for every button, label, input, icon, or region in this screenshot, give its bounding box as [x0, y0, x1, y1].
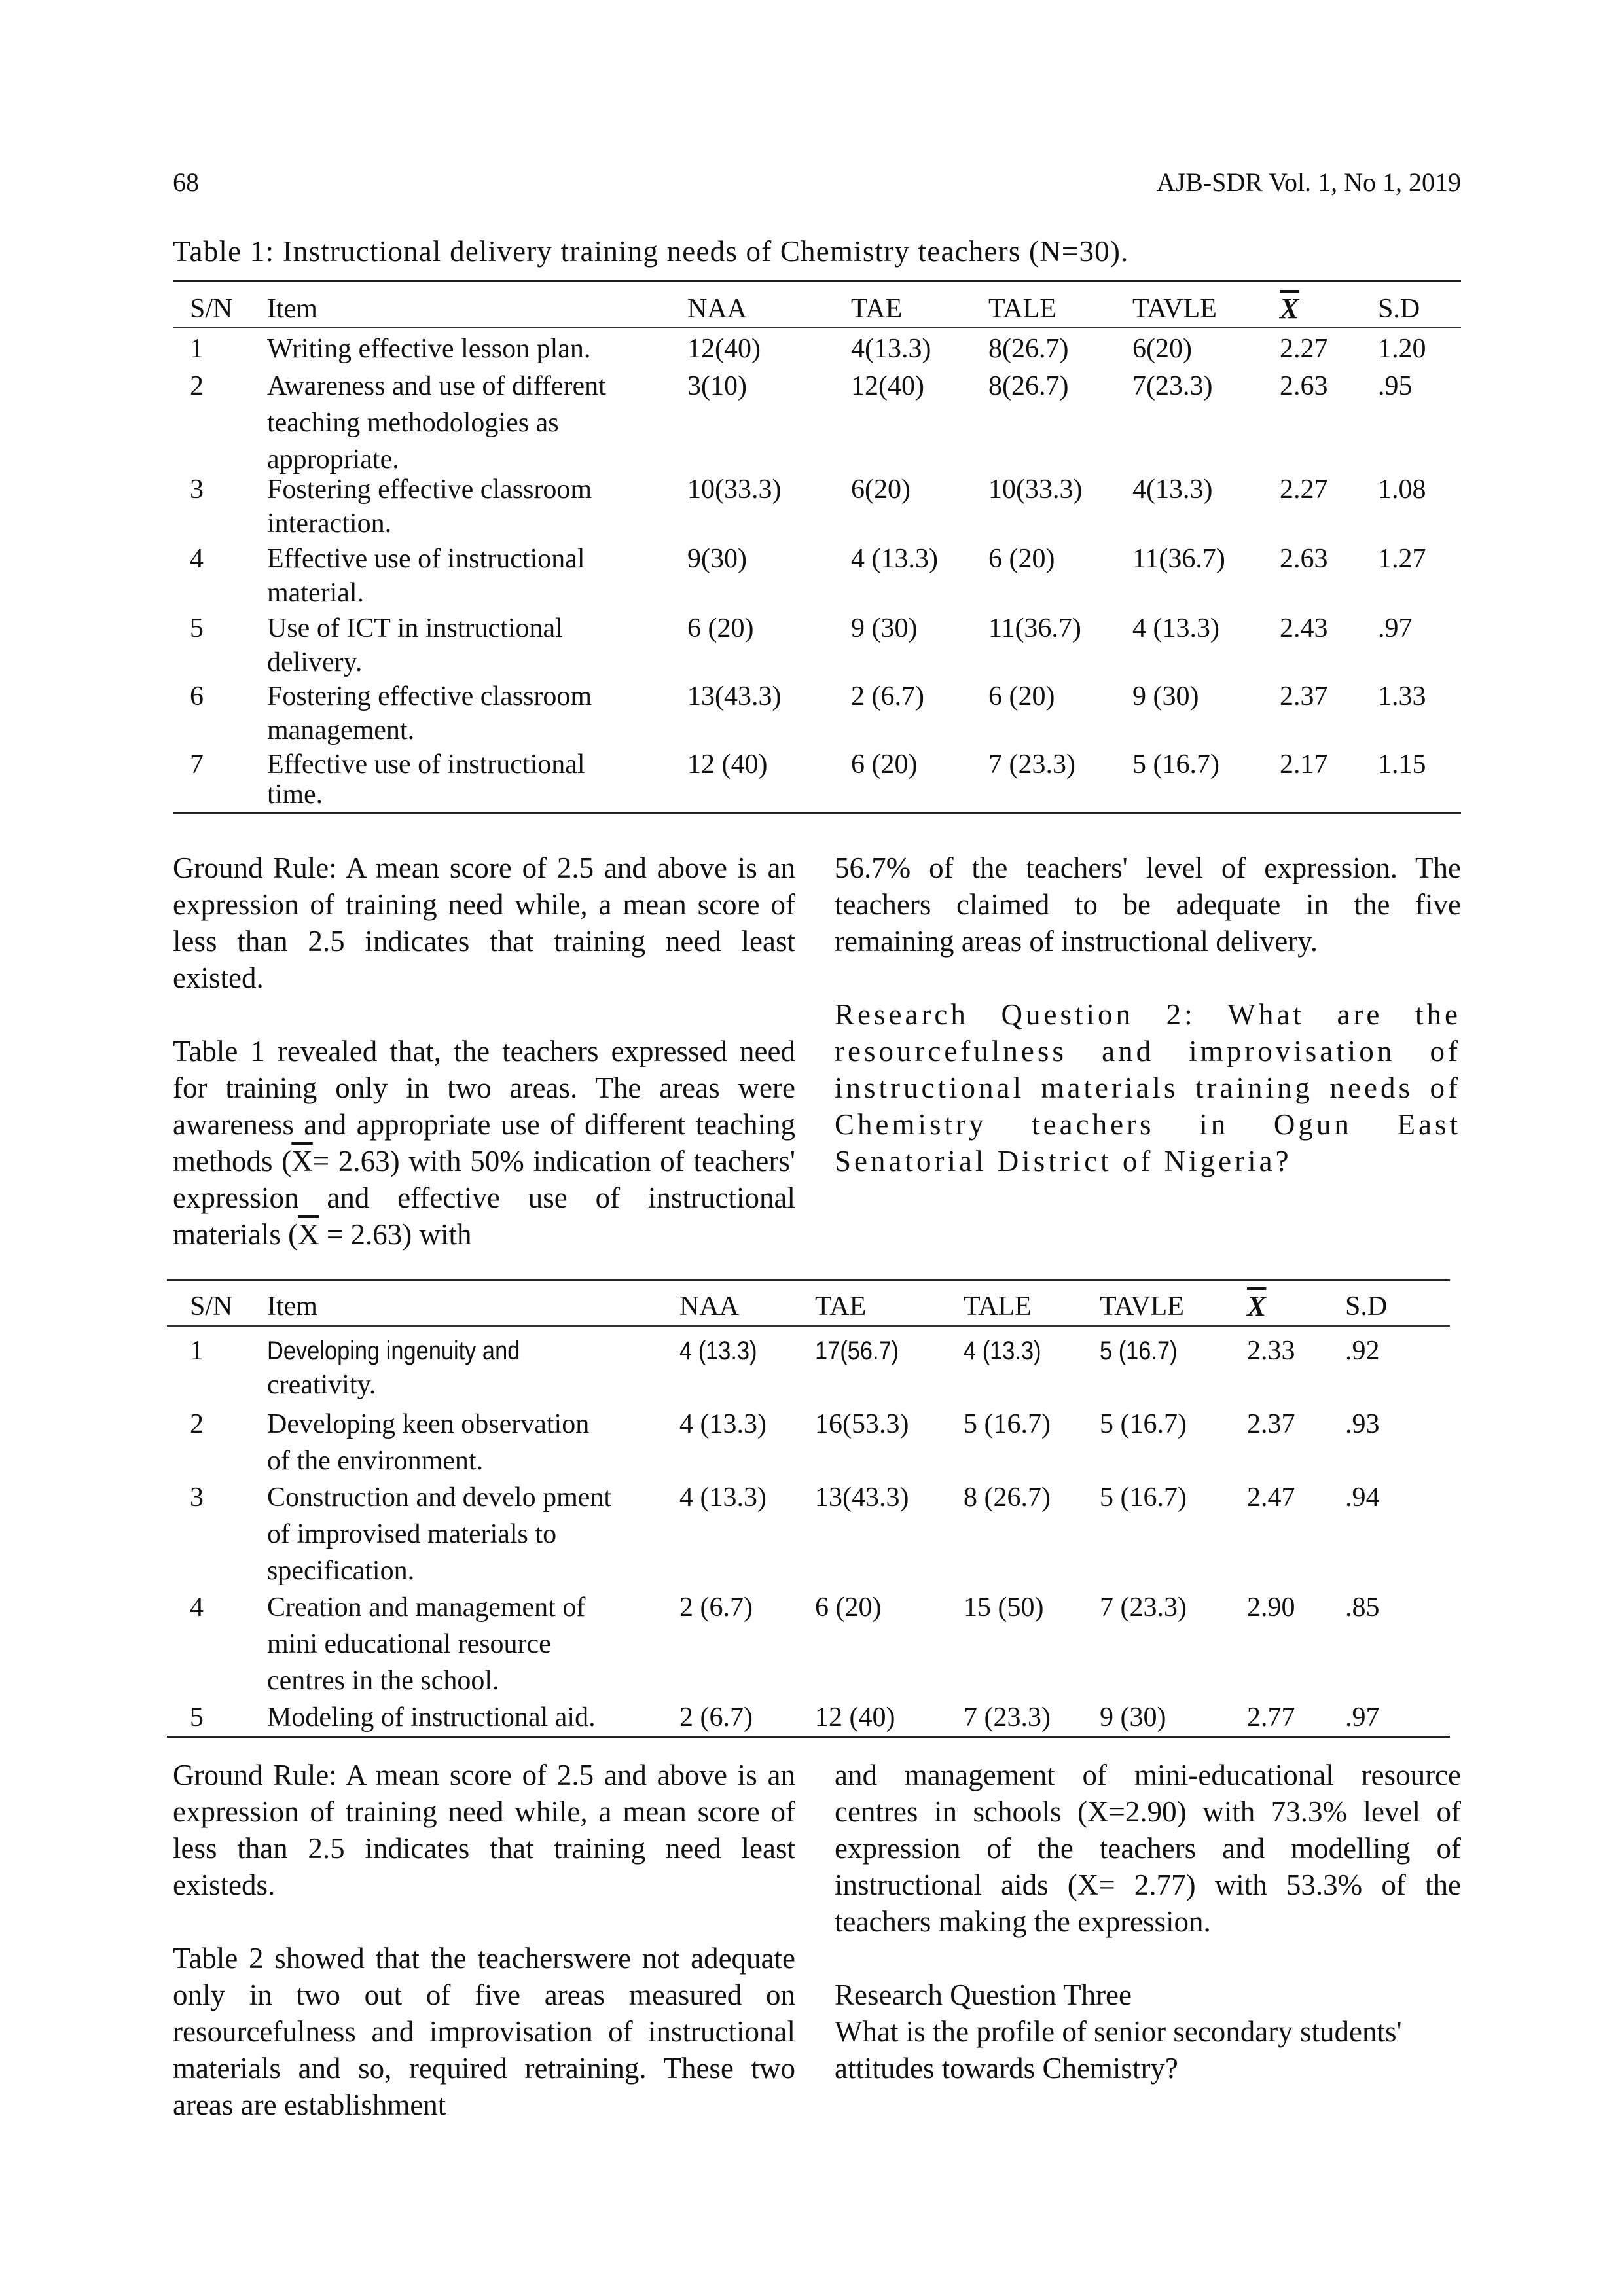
row-tavle: 5 (16.7)	[1100, 1409, 1187, 1439]
row-tale: 8 (26.7)	[964, 1482, 1051, 1513]
row-tavle: 7 (23.3)	[1100, 1592, 1187, 1623]
row-mean: 2.17	[1280, 749, 1328, 780]
journal-header: AJB-SDR Vol. 1, No 1, 2019	[1156, 168, 1461, 197]
row-naa: 2 (6.7)	[679, 1702, 753, 1732]
table2-top-rule	[167, 1279, 1450, 1281]
row-tavle: 9 (30)	[1100, 1702, 1166, 1732]
row-sn: 6	[190, 681, 204, 711]
row-sn: 4	[190, 544, 204, 574]
row-naa: 4 (13.3)	[679, 1336, 757, 1365]
row-mean: 2.77	[1247, 1702, 1295, 1732]
row-tae: 2 (6.7)	[851, 681, 924, 711]
row-tale: 15 (50)	[964, 1592, 1044, 1623]
header-item: Item	[267, 1291, 317, 1321]
row-tae: 12(40)	[851, 371, 924, 401]
row-sn: 5	[190, 1702, 204, 1732]
row-sd: .95	[1378, 371, 1413, 401]
row-item: Fostering effective classroom	[267, 475, 592, 505]
row-tavle: 7(23.3)	[1132, 371, 1213, 401]
header-tavle: TAVLE	[1132, 294, 1217, 324]
row-naa: 2 (6.7)	[679, 1592, 753, 1623]
mean-symbol: $\overline{X}$	[291, 1145, 313, 1177]
row-tavle: 6(20)	[1132, 334, 1192, 364]
row-tavle: 5 (16.7)	[1100, 1336, 1178, 1365]
row-mean: 2.27	[1280, 475, 1328, 505]
row-sn: 5	[190, 613, 204, 643]
row-naa: 6 (20)	[687, 613, 754, 643]
row-mean: 2.90	[1247, 1592, 1295, 1623]
row-naa: 10(33.3)	[687, 475, 782, 505]
row-sn: 3	[190, 1482, 204, 1513]
row-tavle: 4(13.3)	[1132, 475, 1213, 505]
row-tale: 11(36.7)	[988, 613, 1081, 643]
row-tavle: 9 (30)	[1132, 681, 1199, 711]
row-mean: 2.33	[1247, 1336, 1295, 1366]
section1-left-column	[173, 850, 795, 1253]
row-naa: 4 (13.3)	[679, 1409, 767, 1439]
row-naa: 4 (13.3)	[679, 1482, 767, 1513]
row-sn: 3	[190, 475, 204, 505]
row-sd: 1.08	[1378, 475, 1426, 505]
row-sd: .97	[1378, 613, 1413, 643]
row-item-cont: material.	[267, 578, 365, 608]
row-item-cont: centres in the school.	[267, 1666, 499, 1696]
row-tale: 7 (23.3)	[964, 1702, 1051, 1732]
table2-discussion: Table 2 showed that the teacherswere not adequate only in two out of five areas measured on resourcefulness and improvisation of instructional materials and so, required retraining. These two areas are establishment	[173, 1942, 795, 2121]
row-sn: 2	[190, 371, 204, 401]
row-item-cont: specification.	[267, 1556, 415, 1586]
header-sn: S/N	[190, 294, 233, 324]
row-tae: 6 (20)	[815, 1592, 882, 1623]
header-sd: S.D	[1345, 1291, 1388, 1321]
row-item-cont: time.	[267, 780, 323, 810]
table1-header-rule	[173, 327, 1461, 328]
row-mean: 2.47	[1247, 1482, 1295, 1513]
header-tae: TAE	[815, 1291, 867, 1321]
row-item: Fostering effective classroom	[267, 681, 592, 711]
row-sn: 1	[190, 334, 204, 364]
row-tae: 9 (30)	[851, 613, 918, 643]
row-sd: 1.20	[1378, 334, 1426, 364]
row-tale: 6 (20)	[988, 544, 1055, 574]
row-sd: 1.15	[1378, 749, 1426, 780]
row-sd: 1.27	[1378, 544, 1426, 574]
row-tae: 17(56.7)	[815, 1336, 899, 1365]
research-question-3-text: What is the profile of senior secondary students' attitudes towards Chemistry?	[835, 2015, 1402, 2085]
row-sn: 4	[190, 1592, 204, 1623]
row-mean: 2.37	[1247, 1409, 1295, 1439]
header-item: Item	[267, 294, 317, 324]
row-naa: 3(10)	[687, 371, 747, 401]
row-sn: 7	[190, 749, 204, 780]
row-item: Modeling of instructional aid.	[267, 1702, 596, 1732]
table1-bottom-rule	[173, 812, 1461, 814]
row-item: Use of ICT in instructional	[267, 613, 563, 643]
row-item-cont: teaching methodologies as	[267, 408, 559, 438]
row-tale: 8(26.7)	[988, 334, 1069, 364]
row-tae: 6(20)	[851, 475, 911, 505]
row-tae: 13(43.3)	[815, 1482, 909, 1513]
header-tale: TALE	[964, 1291, 1032, 1321]
header-tavle: TAVLE	[1100, 1291, 1184, 1321]
row-item: Effective use of instructional	[267, 749, 585, 780]
row-sn: 1	[190, 1336, 204, 1366]
row-item-cont: appropriate.	[267, 444, 399, 475]
table1-top-rule	[173, 280, 1461, 282]
research-question-3-title: Research Question Three	[835, 1979, 1132, 2011]
table1-discussion: Table 1 revealed that, the teachers expressed need for training only in two areas. The areas were awareness and appropriate use of different teaching methods $(\overline{X}= 2.63)$ with 50% indication of teachers' expression and effective use of instructional materials $(\overline{X} = 2.63)$ with	[173, 1035, 795, 1251]
row-item-cont: delivery.	[267, 647, 363, 677]
row-item-cont: mini educational resource	[267, 1629, 551, 1659]
table2-bottom-rule	[167, 1736, 1450, 1738]
table2-discussion-continued: and management of mini-educational resource centres in schools (X=2.90) with 73.3% level of expression of the teachers and modelling of instructional aids (X= 2.77) with 53.3% of the teachers making the expression.	[835, 1759, 1461, 1938]
row-tae: 6 (20)	[851, 749, 918, 780]
row-item: Construction and develo pment	[267, 1482, 612, 1513]
ground-rule-2: Ground Rule: A mean score of 2.5 and above is an expression of training need while, a mean score of less than 2.5 indicates that training need least existeds.	[173, 1759, 795, 1901]
row-item-cont: interaction.	[267, 509, 392, 539]
table2-header-rule	[167, 1325, 1450, 1327]
row-item: Writing effective lesson plan.	[267, 334, 591, 364]
row-tale: 8(26.7)	[988, 371, 1069, 401]
table1-caption: Table 1: Instructional delivery training needs of Chemistry teachers (N=30).	[173, 235, 1129, 268]
row-tavle: 5 (16.7)	[1132, 749, 1219, 780]
row-tale: 10(33.3)	[988, 475, 1083, 505]
row-mean: 2.63	[1280, 371, 1328, 401]
header-mean: $\overline{X}$	[1280, 293, 1299, 325]
section2-left-column	[173, 1757, 795, 2123]
research-question-2: Research Question 2: What are the resourcefulness and improvisation of instructional materials training needs of Chemistry teachers in Ogun East Senatorial District of Nigeria?	[835, 998, 1461, 1177]
header-naa: NAA	[679, 1291, 739, 1321]
row-tae: 16(53.3)	[815, 1409, 909, 1439]
row-sd: .97	[1345, 1702, 1380, 1732]
row-tavle: 11(36.7)	[1132, 544, 1225, 574]
table1-discussion-continued: 56.7% of the teachers' level of expression. The teachers claimed to be adequate in the five remaining areas of instructional delivery.	[835, 852, 1461, 958]
page-number: 68	[173, 168, 199, 197]
row-naa: 12(40)	[687, 334, 761, 364]
row-item-cont: of improvised materials to	[267, 1519, 557, 1549]
row-tale: 6 (20)	[988, 681, 1055, 711]
row-tae: 12 (40)	[815, 1702, 895, 1732]
header-sd: S.D	[1378, 294, 1420, 324]
row-item: Developing keen observation	[267, 1409, 590, 1439]
row-tale: 7 (23.3)	[988, 749, 1075, 780]
row-sd: .94	[1345, 1482, 1380, 1513]
row-naa: 13(43.3)	[687, 681, 782, 711]
section2-right-column	[835, 1757, 1461, 2087]
row-naa: 9(30)	[687, 544, 747, 574]
header-tae: TAE	[851, 294, 903, 324]
row-item: Awareness and use of different	[267, 371, 606, 401]
row-mean: 2.27	[1280, 334, 1328, 364]
row-item-cont: management.	[267, 715, 415, 745]
row-item: Creation and management of	[267, 1592, 586, 1623]
row-tale: 4 (13.3)	[964, 1336, 1041, 1365]
row-item: Developing ingenuity and	[267, 1336, 520, 1365]
row-item-cont: creativity.	[267, 1370, 376, 1400]
header-sn: S/N	[190, 1291, 233, 1321]
row-item-cont: of the environment.	[267, 1446, 484, 1476]
row-mean: 2.37	[1280, 681, 1328, 711]
row-tae: 4(13.3)	[851, 334, 931, 364]
header-mean: $\overline{X}$	[1247, 1290, 1267, 1322]
row-tavle: 5 (16.7)	[1100, 1482, 1187, 1513]
row-naa: 12 (40)	[687, 749, 768, 780]
row-tavle: 4 (13.3)	[1132, 613, 1219, 643]
row-sd: .93	[1345, 1409, 1380, 1439]
row-sn: 2	[190, 1409, 204, 1439]
header-naa: NAA	[687, 294, 747, 324]
row-mean: 2.43	[1280, 613, 1328, 643]
mean-symbol: $\overline{X}$	[298, 1218, 319, 1251]
row-mean: 2.63	[1280, 544, 1328, 574]
header-tale: TALE	[988, 294, 1056, 324]
ground-rule-1: Ground Rule: A mean score of 2.5 and above is an expression of training need while, a mean score of less than 2.5 indicates that training need least existed.	[173, 852, 795, 994]
row-sd: .92	[1345, 1336, 1380, 1366]
section1-right-column	[835, 850, 1461, 1179]
row-item: Effective use of instructional	[267, 544, 585, 574]
row-tae: 4 (13.3)	[851, 544, 938, 574]
row-sd: 1.33	[1378, 681, 1426, 711]
row-sd: .85	[1345, 1592, 1380, 1623]
row-tale: 5 (16.7)	[964, 1409, 1051, 1439]
